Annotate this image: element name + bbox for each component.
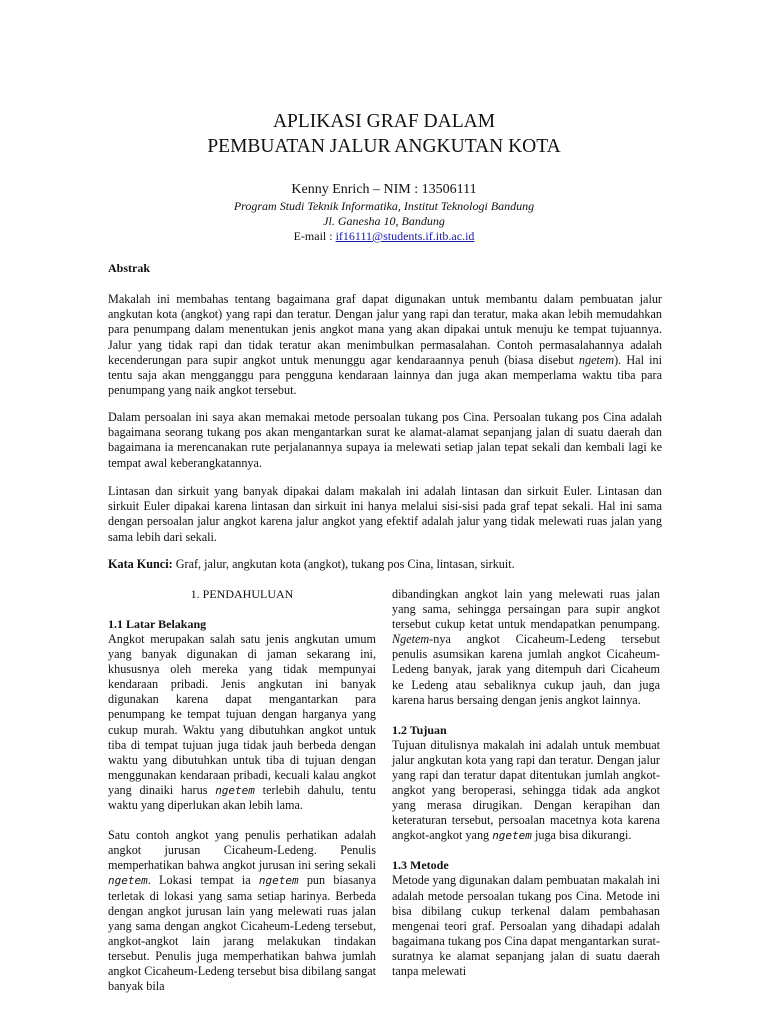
keywords-label: Kata Kunci: [108,557,173,571]
left-p1-text-a: Angkot merupakan salah satu jenis angkutan umum yang banyak digunakan di jaman sekarang ini, khususnya oleh mereka yang tidak mempunyai kendaraan pribadi. Jenis angkutan ini banyak digunakan karena dapat mengantarkan para penumpang ke tempat tujuan dengan harganya yang cukup murah. Waktu yang dibutuhkan angkot untuk tiba di tempat tujuan juga tidak jauh berbeda dengan waktu yang dibutuhkan untuk tiba di tujuan dengan menggunakan kendaraan pribadi, kecuali kalau angkot yang dinaiki harus [108,632,376,797]
abstract-paragraph-1 [108,292,662,398]
left-p1-emphasis: ngetem [215,783,255,797]
right-p1-emphasis: Ngetem [392,632,430,647]
abstract-p1-text-b: ). Hal ini tentu saja akan mengganggu para pengguna kendaraan lainnya dan juga akan memperlama waktu tiba para penumpang yang naik angkot tersebut. [108,352,662,398]
right-paragraph-1 [392,587,660,708]
left-p2-text-b: . Lokasi tempat ia [147,873,259,888]
email-label: E-mail : [293,229,336,243]
left-p2-text-c: pun biasanya terletak di lokasi yang sama setiap harinya. Berbeda dengan angkot jurusan lain yang melewati ruas jalan yang sama dengan angkot Cicaheum-Ledeng tersebut, angkot-angkot lain jarang melakukan tindakan tersebut. Penulis juga memperhatikan bahwa jumlah angkot Cicaheum-Ledeng tersebut bisa dibilang sangat banyak bila [108,873,376,994]
left-p1-text-b: terlebih dahulu, tentu waktu yang diperlukan akan lebih lama. [108,782,376,813]
affiliation-line-2: Jl. Ganesha 10, Bandung [323,214,445,228]
section-heading-pendahuluan: 1. PENDAHULUAN [190,587,294,601]
abstract-p1-text-a: Makalah ini membahas tentang bagaimana graf dapat digunakan untuk membantu dalam pembuatan jalur angkutan kota (angkot) yang rapi dan teratur. Dengan jalur yang rapi dan teratur, maka akan lebih memudahkan para penumpang dalam menentukan jenis angkot mana yang akan dipakai untuk menuju ke tempat tujuannya. Jalur yang tidak rapi dan tidak teratur akan menimbulkan permasalahan. Contoh permasalahannya adalah kecenderungan para supir angkot untuk menunggu agar kendaraannya penuh (biasa disebut [108,292,662,367]
right-paragraph-2 [392,738,660,844]
right-p1-text-b: -nya angkot Cicaheum-Ledeng tersebut penulis asumsikan karena jumlah angkot Cicaheum-Ledeng banyak, jarak yang ditempuh dari Cicaheum ke Ledeng atau sebaliknya cukup jauh, dan juga karena harus bersaing dengan jenis angkot lainnya. [392,632,660,707]
right-p2-emphasis: ngetem [492,829,532,843]
right-column [392,587,660,979]
left-p2-emphasis-2: ngetem [258,874,299,888]
left-p2-text-a: Satu contoh angkot yang penulis perhatikan adalah angkot jurusan Cicaheum-Ledeng. Penulis memperhatikan bahwa angkot jurusan ini sering sekali [108,828,376,873]
right-p1-text-a: dibandingkan angkot lain yang melewati ruas jalan yang sama, sehingga persaingan para supir angkot tersebut cukup ketat untuk mendapatkan penumpang. [392,587,660,632]
abstract-paragraph-2: Dalam persoalan ini saya akan memakai metode persoalan tukang pos Cina. Persoalan tukang pos Cina adalah bagaimana seorang tukang pos akan mengantarkan surat ke alamat-alamat sepanjang jalan di suatu daerah dan bagaimana ia merencanakan rute perjalanannya supaya ia melewati setiap jalan tepat sekali dan kembali lagi ke tempat awal keberangkatannya. [108,410,662,470]
title-line-2: PEMBUATAN JALUR ANGKUTAN KOTA [207,136,561,157]
paper-title [0,109,768,159]
abstract-paragraph-3: Lintasan dan sirkuit yang banyak dipakai dalam makalah ini adalah lintasan dan sirkuit Euler. Lintasan dan sirkuit Euler dipakai karena lintasan dan sirkuit ini hanya melalui sisi-sisi pada graf tepat sekali. Hal ini sama dengan persoalan jalur angkot karena jalur angkot yang efektif adalah jalur yang tidak melewati ruas jalan yang sama lebih dari sekali. [108,484,662,544]
subsection-heading-metode: 1.3 Metode [392,858,449,873]
left-paragraph-2 [108,828,376,994]
left-column [108,587,376,994]
subsection-heading-latar-belakang: 1.1 Latar Belakang [108,617,207,631]
abstract-heading: Abstrak [108,261,151,275]
keywords-line [108,557,662,572]
email-line [0,229,768,244]
subsection-heading-tujuan: 1.2 Tujuan [392,722,447,737]
right-p2-text-b: juga bisa dikurangi. [531,828,632,843]
abstract-p1-emphasis: ngetem [578,352,615,367]
left-paragraph-1 [108,632,376,813]
author-line: Kenny Enrich – NIM : 13506111 [291,182,477,197]
right-p2-text-a: Tujuan ditulisnya makalah ini adalah untuk membuat jalur angkutan kota yang rapi dan teratur. Dengan jalur yang rapi dan teratur dapat ditentukan jumlah angkot-angkot yang beroperasi, sehingga tidak ada angkot yang merasa dirugikan. Dengan kerapihan dan keteraturan tersebut, persoalan macetnya kota karena angkot-angkot yang [392,737,660,843]
keywords-text: Graf, jalur, angkutan kota (angkot), tukang pos Cina, lintasan, sirkuit. [172,557,515,571]
email-link[interactable]: if16111@students.if.itb.ac.id [335,229,475,243]
right-paragraph-3: Metode yang digunakan dalam pembuatan makalah ini adalah metode persoalan tukang pos Cina. Metode ini bisa dibilang cukup terkenal dalam pembahasan mengenai teori graf. Persoalan yang dihadapi adalah bagaimana tukang pos Cina dapat mengantarkan surat-suratnya ke alamat sepanjang jalan di suatu daerah tanpa melewati [392,873,660,978]
title-line-1: APLIKASI GRAF DALAM [272,111,496,132]
left-p2-emphasis-1: ngetem [108,874,148,888]
affiliation-line-1: Program Studi Teknik Informatika, Institut Teknologi Bandung [233,199,535,213]
